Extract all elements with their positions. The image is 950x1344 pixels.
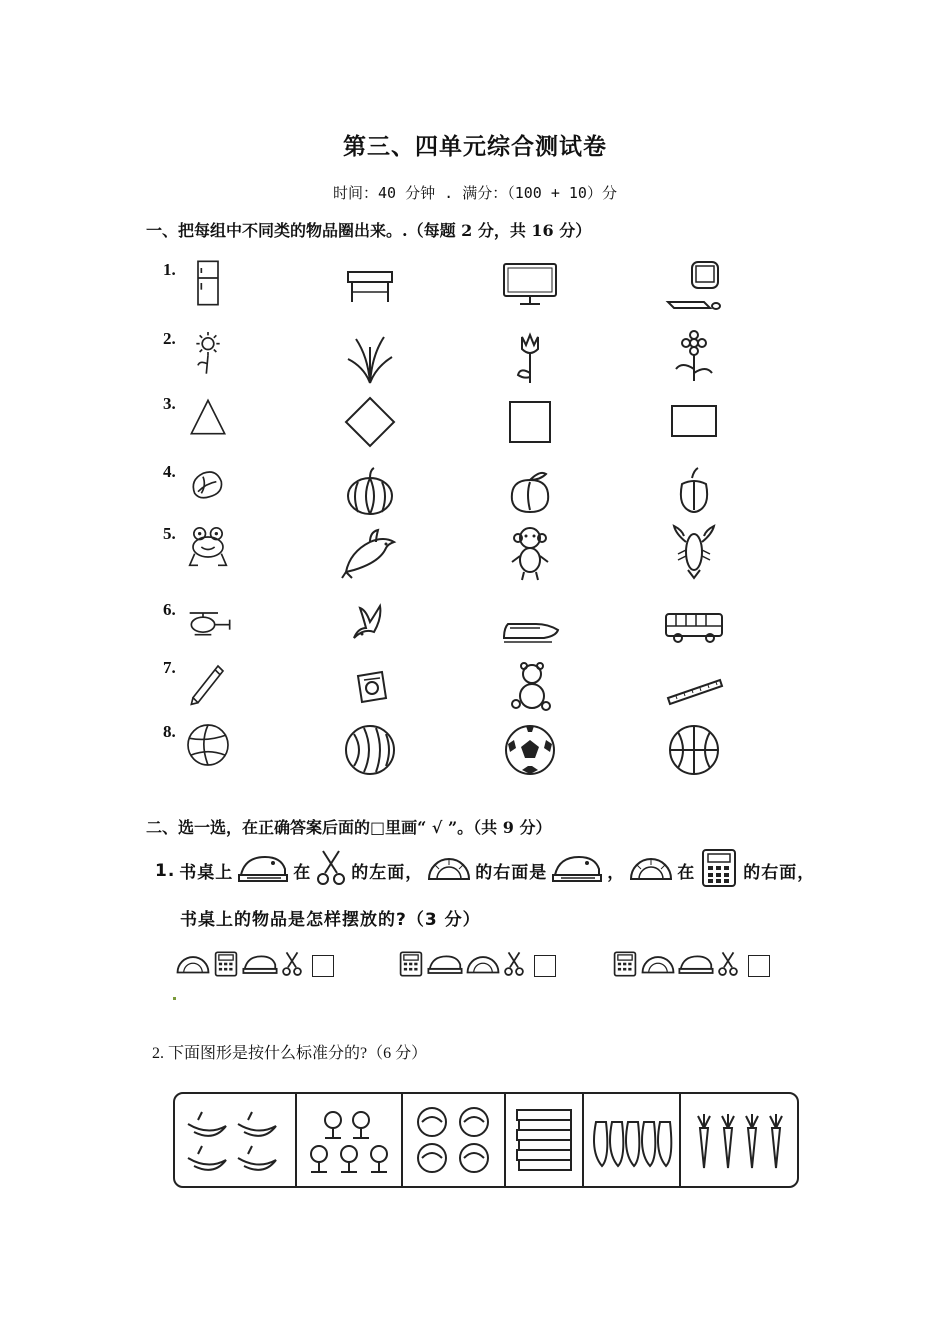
question-number: 1. [163, 260, 176, 279]
question-number: 3. [163, 394, 176, 413]
answer-checkbox[interactable] [534, 955, 556, 977]
ruler-icon[interactable] [664, 656, 724, 716]
question-number: 6. [163, 600, 176, 619]
pencil-sharpeners-icon [297, 1094, 403, 1186]
answer-option-3 [612, 950, 770, 982]
refrigerator-icon[interactable] [183, 258, 233, 308]
answer-checkbox[interactable] [748, 955, 770, 977]
q-text: 的右面， [743, 863, 816, 883]
question-2-1-line [155, 848, 815, 893]
protractor-icon [176, 953, 210, 979]
classification-panel [173, 1092, 799, 1188]
answer-checkbox[interactable] [312, 955, 334, 977]
q-text: 在 [677, 863, 696, 883]
section-1-heading: 一、把每组中不同类的物品圈出来。.（每题 2 分，共 16 分） [146, 221, 592, 240]
pencil-icon[interactable] [183, 656, 233, 706]
square-icon[interactable] [500, 392, 560, 452]
calculator-icon [699, 848, 739, 893]
question-number: 1. [155, 860, 176, 881]
soccer-ball-icon[interactable] [500, 720, 560, 780]
tulip-icon[interactable] [500, 327, 560, 387]
stapler-icon [237, 851, 289, 890]
stapler-icon [242, 952, 278, 980]
eggplants-icon [584, 1094, 680, 1186]
calculator-icon [213, 950, 239, 982]
cabbages-icon [403, 1094, 505, 1186]
question-number: 2. [163, 329, 176, 348]
monitor-icon[interactable] [500, 258, 560, 318]
protractor-icon [641, 953, 675, 979]
train-icon[interactable] [500, 598, 560, 658]
bird-icon[interactable] [340, 598, 400, 658]
pepper-icon[interactable] [664, 460, 724, 520]
stapler-icon [551, 851, 603, 890]
section-2-heading: 二、选一选，在正确答案后面的□里画“ √ ”。（共 9 分） [146, 818, 552, 837]
sunflower-icon[interactable] [183, 327, 233, 377]
pumpkin-icon[interactable] [340, 460, 400, 520]
q-text: ， [607, 863, 626, 883]
sharpener-icon[interactable] [340, 656, 400, 716]
calculator-icon [398, 950, 424, 982]
question-2-2: 2. 下面图形是按什么标准分的?（6 分） [152, 1045, 428, 1062]
triangle-icon[interactable] [183, 392, 233, 442]
diamond-icon[interactable] [340, 392, 400, 452]
exam-info: 时间：40 分钟 . 满分：（100 + 10）分 [333, 184, 617, 202]
q-text: 的右面是 [475, 863, 548, 883]
q-text: 的左面， [351, 863, 424, 883]
scissors-icon [717, 951, 739, 981]
question-number: 8. [163, 722, 176, 741]
question-number: 7. [163, 658, 176, 677]
stapler-icon [427, 952, 463, 980]
scissors-icon [503, 951, 525, 981]
peach-icon[interactable] [500, 460, 560, 520]
lobster-icon[interactable] [664, 522, 724, 582]
watermelon-icon[interactable] [340, 720, 400, 780]
peppers-icon [175, 1094, 297, 1186]
q-text: 在 [293, 863, 312, 883]
table-icon[interactable] [340, 258, 400, 318]
teddy-bear-icon[interactable] [500, 656, 560, 716]
answer-option-2 [398, 950, 556, 982]
q-text: 书桌上 [179, 863, 234, 883]
protractor-icon [427, 855, 471, 886]
flower-pot-icon[interactable] [664, 327, 724, 387]
carrots-icon [681, 1094, 797, 1186]
scissors-icon [315, 849, 347, 892]
rectangle-icon[interactable] [664, 392, 724, 452]
scissors-icon [281, 951, 303, 981]
dolphin-icon[interactable] [340, 522, 400, 582]
stray-dot [173, 997, 176, 1000]
protractor-icon [629, 855, 673, 886]
calculator-icon [612, 950, 638, 982]
helicopter-icon[interactable] [183, 598, 233, 648]
bus-icon[interactable] [664, 598, 724, 658]
question-2-1-line-2: 书桌上的物品是怎样摆放的?（3 分） [180, 910, 481, 930]
computer-icon[interactable] [664, 258, 724, 318]
question-number: 5. [163, 524, 176, 543]
question-number: 4. [163, 462, 176, 481]
volleyball-icon[interactable] [183, 720, 233, 770]
answer-option-1 [176, 950, 334, 982]
cabbage-icon[interactable] [183, 460, 233, 510]
grass-icon[interactable] [340, 327, 400, 387]
protractor-icon [466, 953, 500, 979]
page-title: 第三、四单元综合测试卷 [343, 133, 607, 160]
basketball-icon[interactable] [664, 720, 724, 780]
frog-icon[interactable] [183, 522, 233, 572]
stapler-icon [678, 952, 714, 980]
books-icon [506, 1094, 585, 1186]
monkey-icon[interactable] [500, 522, 560, 582]
